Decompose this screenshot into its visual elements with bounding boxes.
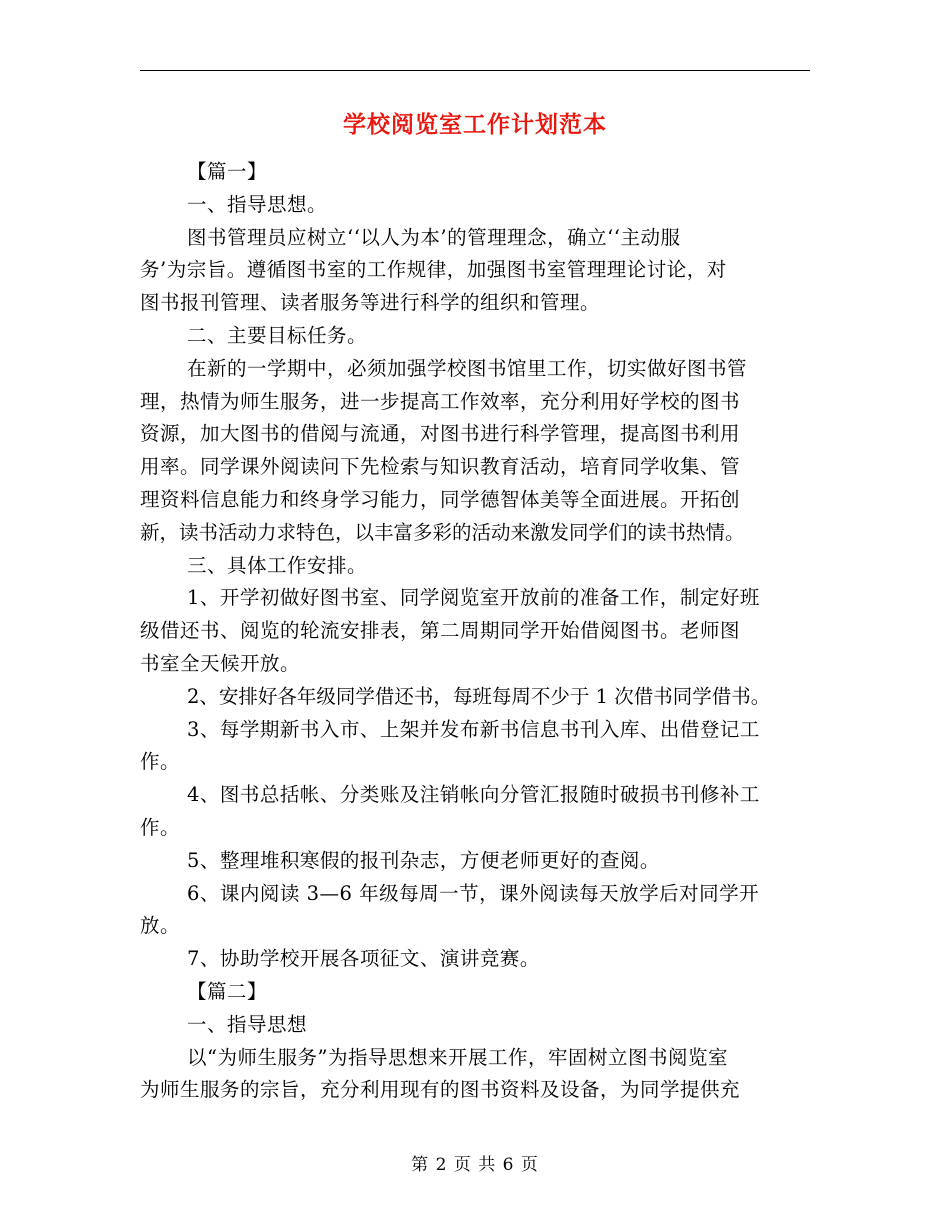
subsection-heading: 一、指导思想。 bbox=[187, 192, 328, 216]
paragraph-line: 图书管理员应树立‘‘以人为本’的管理理念，确立‘‘主动服 bbox=[187, 225, 681, 249]
paragraph-line: 以“为师生服务”为指导思想来开展工作，牢固树立图书阅览室 bbox=[187, 1045, 728, 1069]
list-item-line: 1、开学初做好图书室、同学阅览室开放前的准备工作，制定好班 bbox=[187, 586, 760, 610]
paragraph-line: 资源，加大图书的借阅与流通，对图书进行科学管理，提高图书利用 bbox=[140, 422, 741, 446]
list-item-line: 作。 bbox=[140, 750, 181, 774]
section-heading: 【篇二】 bbox=[187, 979, 268, 1003]
list-item-line: 4、图书总括帐、分类账及注销帐向分管汇报随时破损书刊修补工 bbox=[187, 783, 760, 807]
list-item-line: 放。 bbox=[140, 914, 181, 938]
paragraph-line: 理资料信息能力和终身学习能力，同学德智体美等全面进展。开拓创 bbox=[140, 487, 741, 511]
list-item-line: 5、整理堆积寒假的报刊杂志，方便老师更好的查阅。 bbox=[187, 848, 660, 872]
page-number: 第 2 页 共 6 页 bbox=[411, 1155, 539, 1175]
list-item-line: 作。 bbox=[140, 815, 181, 839]
list-item-line: 书室全天候开放。 bbox=[140, 651, 301, 675]
list-item-line: 级借还书、阅览的轮流安排表，第二周期同学开始借阅图书。老师图 bbox=[140, 619, 741, 643]
list-item-line: 3、每学期新书入市、上架并发布新书信息书刊入库、出借登记工 bbox=[187, 717, 760, 741]
list-item-line: 6、课内阅读 3—6 年级每周一节，课外阅读每天放学后对同学开 bbox=[187, 881, 760, 905]
paragraph-line: 图书报刊管理、读者服务等进行科学的组织和管理。 bbox=[140, 291, 601, 315]
paragraph-line: 用率。同学课外阅读问下先检索与知识教育活动，培育同学收集、管 bbox=[140, 455, 741, 479]
subsection-heading: 二、主要目标任务。 bbox=[187, 323, 368, 347]
subsection-heading: 三、具体工作安排。 bbox=[187, 553, 368, 577]
paragraph-line: 务’为宗旨。遵循图书室的工作规律，加强图书室管理理论讨论，对 bbox=[140, 258, 727, 282]
paragraph-line: 为师生服务的宗旨，充分利用现有的图书资料及设备，为同学提供充 bbox=[140, 1078, 741, 1102]
document-title: 学校阅览室工作计划范本 bbox=[343, 111, 607, 138]
list-item-line: 7、协助学校开展各项征文、演讲竞赛。 bbox=[187, 947, 540, 971]
section-heading: 【篇一】 bbox=[187, 160, 268, 183]
document-body bbox=[140, 156, 812, 1107]
paragraph-line: 理，热情为师生服务，进一步提高工作效率，充分利用好学校的图书 bbox=[140, 389, 741, 413]
header-rule bbox=[140, 70, 810, 71]
list-item-line: 2、安排好各年级同学借还书，每班每周不少于 1 次借书同学借书。 bbox=[187, 684, 771, 708]
subsection-heading: 一、指导思想 bbox=[187, 1012, 308, 1036]
paragraph-line: 在新的一学期中，必须加强学校图书馆里工作，切实做好图书管 bbox=[187, 356, 748, 380]
paragraph-line: 新，读书活动力求特色，以丰富多彩的活动来激发同学们的读书热情。 bbox=[140, 520, 745, 544]
